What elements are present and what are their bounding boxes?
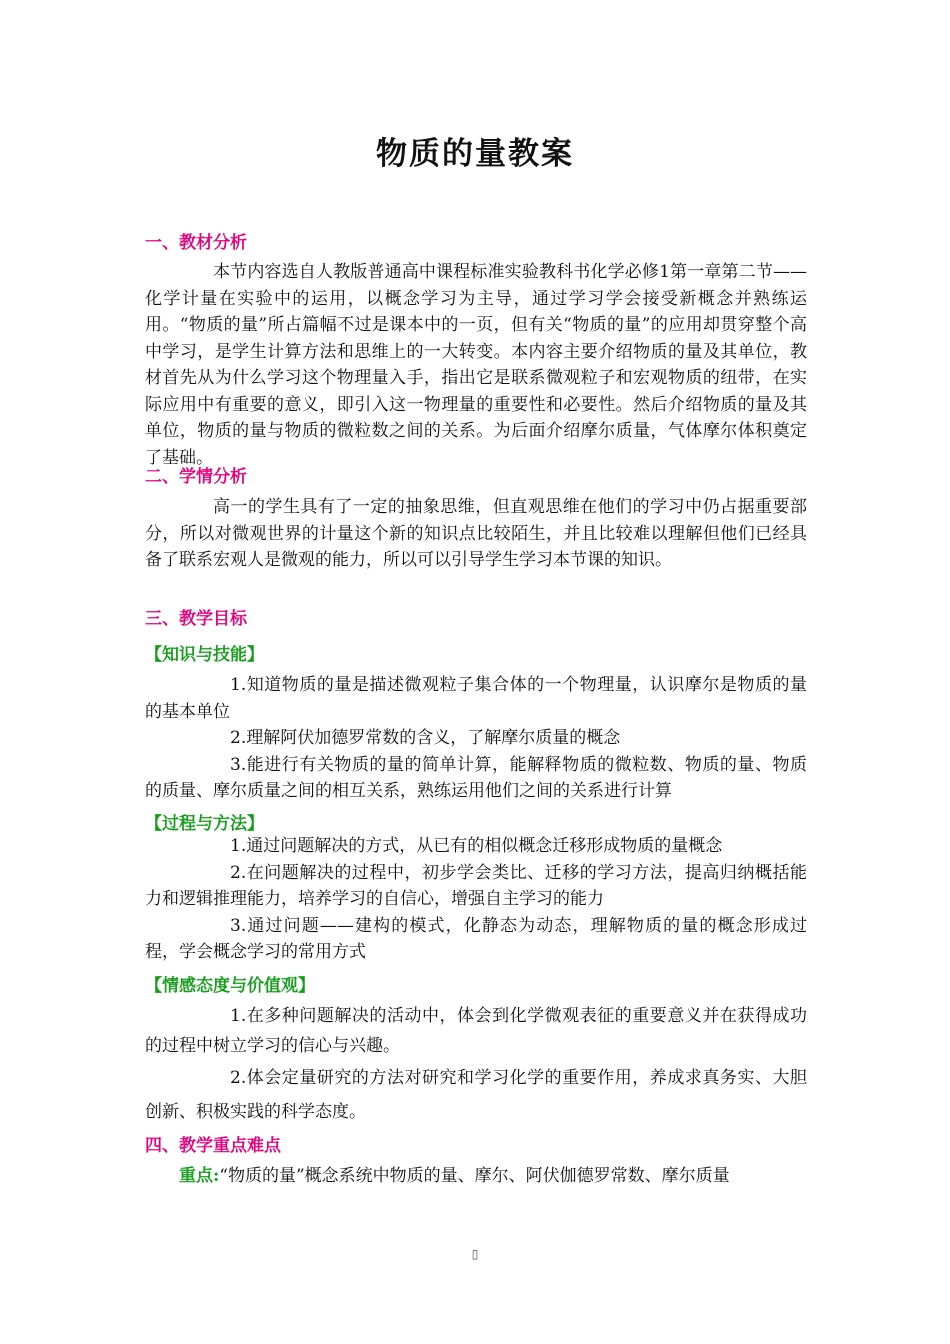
attitude-values-list (145, 1001, 807, 1129)
list-item: 1.在多种问题解决的活动中，体会到化学微观表征的重要意义并在获得成功的过程中树立学习的信心与兴趣。 (145, 1006, 807, 1056)
subheading-attitude-values: 【情感态度与价值观】 (145, 976, 315, 996)
paragraph (145, 1163, 807, 1190)
knowledge-skills-list (145, 672, 807, 805)
page-number: ▯ (471, 1247, 479, 1261)
key-points-body (145, 1163, 807, 1190)
section-heading-teaching-goals: 三、教学目标 (145, 609, 247, 629)
subheading-knowledge-skills: 【知识与技能】 (145, 645, 264, 665)
list-item: 1.通过问题解决的方式，从已有的相似概念迁移形成物质的量概念 (230, 836, 723, 856)
list-item: 2.在问题解决的过程中，初步学会类比、迁移的学习方法，提高归纳概括能力和逻辑推理能力，培养学习的自信心，增强自主学习的能力 (145, 862, 807, 909)
list-item: 2.理解阿伏加德罗常数的含义，了解摩尔质量的概念 (230, 728, 621, 748)
paragraph: 高一的学生具有了一定的抽象思维，但直观思维在他们的学习中仍占据重要部分，所以对微观世界的计量这个新的知识点比较陌生，并且比较难以理解但他们已经具备了联系宏观人是微观的能力，所以可以引导学生学习本节课的知识。 (145, 497, 807, 570)
list-item: 1.知道物质的量是描述微观粒子集合体的一个物理量，认识摩尔是物质的量的基本单位 (145, 675, 807, 722)
section-body-textbook-analysis (145, 259, 807, 471)
list-item: 3.能进行有关物质的量的简单计算，能解释物质的微粒数、物质的量、物质的质量、摩尔质量之间的相互关系，熟练运用他们之间的关系进行计算 (145, 754, 807, 801)
subheading-process-method: 【过程与方法】 (145, 814, 264, 834)
process-method-list (145, 833, 807, 966)
paragraph: 本节内容选自人教版普通高中课程标准实验教科书化学必修1第一章第二节——化学计量在实验中的运用，以概念学习为主导，通过学习学会接受新概念并熟练运用。“物质的量”所占篇幅不过是课本中的一页，但有关“物质的量”的应用却贯穿整个高中学习，是学生计算方法和思维上的一大转变。本内容主要介绍物质的量及其单位，教材首先从为什么学习这个物理量入手，指出它是联系微观粒子和宏观物质的纽带，在实际应用中有重要的意义，即引入这一物理量的重要性和必要性。然后介绍物质的量及其单位，物质的量与物质的微粒数之间的关系。为后面介绍摩尔质量，气体摩尔体积奠定了基础。 (145, 262, 807, 468)
key-label: 重点: (179, 1166, 220, 1186)
key-text: “物质的量”概念系统中物质的量、摩尔、阿伏伽德罗常数、摩尔质量 (219, 1166, 730, 1186)
list-item: 3.通过问题——建构的模式，化静态为动态，理解物质的量的概念形成过程，学会概念学习的常用方式 (145, 915, 807, 962)
section-heading-textbook-analysis: 一、教材分析 (145, 233, 247, 253)
section-heading-student-analysis: 二、学情分析 (145, 467, 247, 487)
document-title: 物质的量教案 (376, 136, 574, 172)
section-heading-key-points: 四、教学重点难点 (145, 1136, 281, 1156)
list-item: 2.体会定量研究的方法对研究和学习化学的重要作用，养成求真务实、大胆创新、积极实践的科学态度。 (145, 1068, 807, 1122)
section-body-student-analysis (145, 494, 807, 574)
